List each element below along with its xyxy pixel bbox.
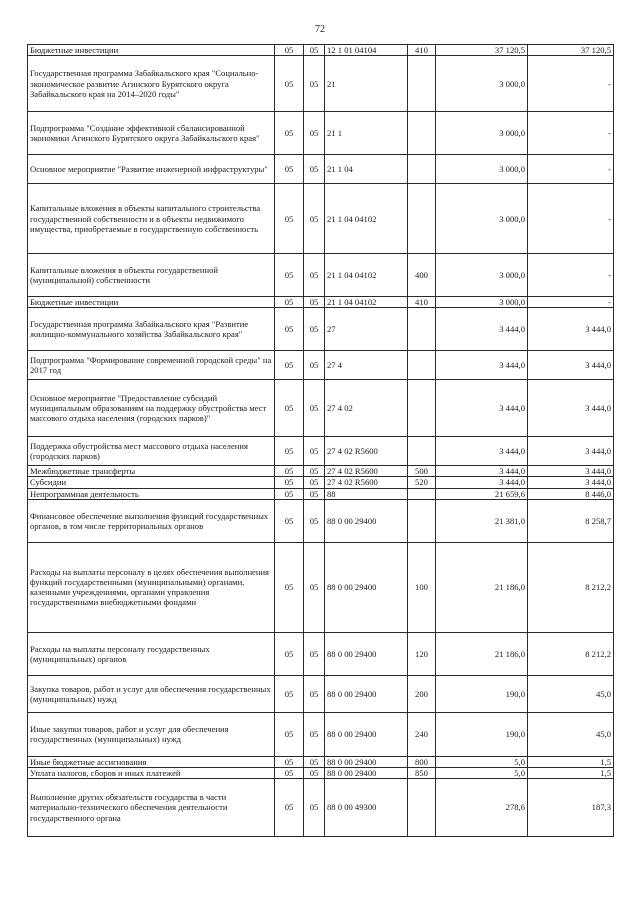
row-expense-type-cell	[408, 488, 436, 499]
row-expense-type-cell: 410	[408, 297, 436, 308]
row-expense-type-cell: 100	[408, 542, 436, 632]
row-amount-1-cell: 21 186,0	[436, 632, 528, 675]
row-amount-1-cell: 3 000,0	[436, 56, 528, 112]
row-amount-2-cell: 8 212,2	[528, 632, 614, 675]
table-row	[28, 756, 614, 767]
row-subsection-cell: 05	[304, 380, 325, 437]
row-subsection-cell: 05	[304, 712, 325, 756]
table-row	[28, 466, 614, 477]
row-name-cell: Поддержка обустройства мест массового отдыха населения (городских парков)	[28, 437, 275, 466]
row-target-article-cell: 21 1 04 04102	[325, 184, 408, 254]
row-target-article-cell: 27 4 02 R5600	[325, 466, 408, 477]
table-row	[28, 56, 614, 112]
row-section-cell: 05	[275, 712, 304, 756]
row-amount-2-cell: -	[528, 184, 614, 254]
row-section-cell: 05	[275, 308, 304, 351]
row-amount-1-cell: 3 000,0	[436, 297, 528, 308]
table-row	[28, 767, 614, 778]
row-amount-2-cell: 3 444,0	[528, 437, 614, 466]
row-target-article-cell: 27 4 02	[325, 380, 408, 437]
row-section-cell: 05	[275, 184, 304, 254]
row-subsection-cell: 05	[304, 466, 325, 477]
row-section-cell: 05	[275, 466, 304, 477]
row-name-cell: Расходы на выплаты персоналу в целях обеспечения выполнения функций государственными (муниципальными) органами, казенными учреждениями, органами управления государственными внебюджетными фондами	[28, 542, 275, 632]
row-expense-type-cell: 800	[408, 756, 436, 767]
row-target-article-cell: 27 4 02 R5600	[325, 437, 408, 466]
table-row	[28, 351, 614, 380]
row-section-cell: 05	[275, 155, 304, 184]
page-number: 72	[315, 24, 325, 35]
table-row	[28, 297, 614, 308]
row-subsection-cell: 05	[304, 437, 325, 466]
row-name-cell: Капитальные вложения в объекты капитального строительства государственной собственности и в объекты недвижимого имущества, приобретаемые в государственную собственность	[28, 184, 275, 254]
row-amount-2-cell: 1,5	[528, 767, 614, 778]
row-expense-type-cell	[408, 499, 436, 542]
row-amount-2-cell: -	[528, 254, 614, 297]
row-target-article-cell: 88 0 00 29400	[325, 675, 408, 712]
row-expense-type-cell: 520	[408, 477, 436, 488]
row-target-article-cell: 88 0 00 49300	[325, 778, 408, 836]
table-row	[28, 499, 614, 542]
row-expense-type-cell	[408, 308, 436, 351]
row-section-cell: 05	[275, 297, 304, 308]
row-section-cell: 05	[275, 254, 304, 297]
row-subsection-cell: 05	[304, 45, 325, 56]
row-section-cell: 05	[275, 542, 304, 632]
row-name-cell: Государственная программа Забайкальского края "Социально-экономическое развитие Агинского Бурятского округа Забайкальского края на 2014–2020 годы"	[28, 56, 275, 112]
row-name-cell: Закупка товаров, работ и услуг для обеспечения государственных (муниципальных) нужд	[28, 675, 275, 712]
row-amount-2-cell: 8 446,0	[528, 488, 614, 499]
row-name-cell: Подпрограмма "Формирование современной городской среды" на 2017 год	[28, 351, 275, 380]
row-subsection-cell: 05	[304, 56, 325, 112]
row-amount-1-cell: 21 659,6	[436, 488, 528, 499]
row-amount-1-cell: 3 000,0	[436, 184, 528, 254]
row-expense-type-cell	[408, 351, 436, 380]
row-amount-1-cell: 3 444,0	[436, 308, 528, 351]
table-row	[28, 778, 614, 836]
row-subsection-cell: 05	[304, 477, 325, 488]
table-row	[28, 254, 614, 297]
row-target-article-cell: 88 0 00 29400	[325, 767, 408, 778]
row-target-article-cell: 27 4	[325, 351, 408, 380]
row-target-article-cell: 88 0 00 29400	[325, 632, 408, 675]
row-amount-2-cell: -	[528, 56, 614, 112]
table-row	[28, 712, 614, 756]
row-target-article-cell: 21	[325, 56, 408, 112]
row-amount-1-cell: 3 000,0	[436, 112, 528, 155]
row-expense-type-cell: 200	[408, 675, 436, 712]
row-section-cell: 05	[275, 675, 304, 712]
row-name-cell: Капитальные вложения в объекты государственной (муниципальной) собственности	[28, 254, 275, 297]
row-subsection-cell: 05	[304, 778, 325, 836]
row-amount-1-cell: 3 444,0	[436, 477, 528, 488]
row-name-cell: Основное мероприятие "Развитие инженерной инфраструктуры"	[28, 155, 275, 184]
row-amount-2-cell: 37 120,5	[528, 45, 614, 56]
row-expense-type-cell: 240	[408, 712, 436, 756]
row-amount-1-cell: 21 186,0	[436, 542, 528, 632]
row-target-article-cell: 27	[325, 308, 408, 351]
budget-table-body	[28, 45, 614, 837]
row-subsection-cell: 05	[304, 254, 325, 297]
row-name-cell: Иные закупки товаров, работ и услуг для обеспечения государственных (муниципальных) нужд	[28, 712, 275, 756]
row-subsection-cell: 05	[304, 632, 325, 675]
row-amount-2-cell: -	[528, 155, 614, 184]
row-amount-2-cell: 45,0	[528, 712, 614, 756]
row-section-cell: 05	[275, 778, 304, 836]
row-target-article-cell: 21 1 04 04102	[325, 297, 408, 308]
row-amount-2-cell: 3 444,0	[528, 308, 614, 351]
table-row	[28, 112, 614, 155]
row-amount-1-cell: 21 381,0	[436, 499, 528, 542]
row-subsection-cell: 05	[304, 184, 325, 254]
row-amount-2-cell: 3 444,0	[528, 477, 614, 488]
row-amount-1-cell: 3 444,0	[436, 437, 528, 466]
row-amount-1-cell: 3 444,0	[436, 466, 528, 477]
row-amount-2-cell: 3 444,0	[528, 466, 614, 477]
row-target-article-cell: 21 1	[325, 112, 408, 155]
row-expense-type-cell	[408, 380, 436, 437]
row-name-cell: Основное мероприятие "Предоставление субсидий муниципальным образованиям на поддержку обустройства мест массового отдыха населения (городских парков)"	[28, 380, 275, 437]
row-target-article-cell: 88 0 00 29400	[325, 499, 408, 542]
row-name-cell: Расходы на выплаты персоналу государственных (муниципальных) органов	[28, 632, 275, 675]
row-section-cell: 05	[275, 756, 304, 767]
row-subsection-cell: 05	[304, 499, 325, 542]
row-amount-1-cell: 5,0	[436, 756, 528, 767]
row-expense-type-cell	[408, 155, 436, 184]
row-target-article-cell: 88 0 00 29400	[325, 542, 408, 632]
row-expense-type-cell: 120	[408, 632, 436, 675]
row-name-cell: Уплата налогов, сборов и иных платежей	[28, 767, 275, 778]
row-expense-type-cell	[408, 437, 436, 466]
row-expense-type-cell	[408, 184, 436, 254]
row-subsection-cell: 05	[304, 112, 325, 155]
row-subsection-cell: 05	[304, 351, 325, 380]
row-name-cell: Государственная программа Забайкальского края "Развитие жилищно-коммунального хозяйства Забайкальского края"	[28, 308, 275, 351]
row-expense-type-cell: 850	[408, 767, 436, 778]
row-amount-2-cell: 1,5	[528, 756, 614, 767]
row-amount-2-cell: 8 212,2	[528, 542, 614, 632]
row-name-cell: Иные бюджетные ассигнования	[28, 756, 275, 767]
row-amount-1-cell: 190,0	[436, 675, 528, 712]
table-row	[28, 184, 614, 254]
row-amount-2-cell: 187,3	[528, 778, 614, 836]
row-name-cell: Бюджетные инвестиции	[28, 45, 275, 56]
row-target-article-cell: 21 1 04 04102	[325, 254, 408, 297]
row-subsection-cell: 05	[304, 297, 325, 308]
row-target-article-cell: 88	[325, 488, 408, 499]
table-row	[28, 477, 614, 488]
row-expense-type-cell: 500	[408, 466, 436, 477]
row-subsection-cell: 05	[304, 155, 325, 184]
row-section-cell: 05	[275, 477, 304, 488]
table-row	[28, 45, 614, 56]
row-section-cell: 05	[275, 112, 304, 155]
row-target-article-cell: 12 1 01 04104	[325, 45, 408, 56]
row-name-cell: Подпрограмма "Создание эффективной сбалансированной экономики Агинского Бурятского округа Забайкальского края"	[28, 112, 275, 155]
row-section-cell: 05	[275, 380, 304, 437]
row-expense-type-cell	[408, 778, 436, 836]
table-row	[28, 632, 614, 675]
row-amount-1-cell: 37 120,5	[436, 45, 528, 56]
row-subsection-cell: 05	[304, 756, 325, 767]
table-row	[28, 675, 614, 712]
row-amount-2-cell: -	[528, 112, 614, 155]
row-name-cell: Бюджетные инвестиции	[28, 297, 275, 308]
row-target-article-cell: 27 4 02 R5600	[325, 477, 408, 488]
row-section-cell: 05	[275, 45, 304, 56]
row-section-cell: 05	[275, 351, 304, 380]
row-expense-type-cell: 400	[408, 254, 436, 297]
row-target-article-cell: 88 0 00 29400	[325, 756, 408, 767]
row-name-cell: Непрограммная деятельность	[28, 488, 275, 499]
row-amount-1-cell: 3 000,0	[436, 254, 528, 297]
table-row	[28, 437, 614, 466]
row-name-cell: Выполнение других обязательств государства в части материально-технического обеспечения деятельности государственного органа	[28, 778, 275, 836]
row-amount-2-cell: 3 444,0	[528, 351, 614, 380]
table-row	[28, 488, 614, 499]
row-amount-1-cell: 3 444,0	[436, 380, 528, 437]
table-row	[28, 380, 614, 437]
row-amount-2-cell: -	[528, 297, 614, 308]
row-amount-1-cell: 190,0	[436, 712, 528, 756]
row-section-cell: 05	[275, 437, 304, 466]
row-section-cell: 05	[275, 767, 304, 778]
row-section-cell: 05	[275, 56, 304, 112]
row-expense-type-cell: 410	[408, 45, 436, 56]
table-row	[28, 542, 614, 632]
row-section-cell: 05	[275, 632, 304, 675]
row-amount-2-cell: 3 444,0	[528, 380, 614, 437]
row-name-cell: Межбюджетные трансферты	[28, 466, 275, 477]
row-expense-type-cell	[408, 112, 436, 155]
row-subsection-cell: 05	[304, 542, 325, 632]
row-name-cell: Субсидии	[28, 477, 275, 488]
row-target-article-cell: 88 0 00 29400	[325, 712, 408, 756]
row-name-cell: Финансовое обеспечение выполнения функций государственных органов, в том числе территориальных органов	[28, 499, 275, 542]
row-amount-1-cell: 278,6	[436, 778, 528, 836]
row-subsection-cell: 05	[304, 675, 325, 712]
row-amount-1-cell: 5,0	[436, 767, 528, 778]
row-amount-1-cell: 3 000,0	[436, 155, 528, 184]
row-amount-2-cell: 45,0	[528, 675, 614, 712]
table-row	[28, 155, 614, 184]
row-amount-1-cell: 3 444,0	[436, 351, 528, 380]
row-subsection-cell: 05	[304, 488, 325, 499]
row-subsection-cell: 05	[304, 767, 325, 778]
table-row	[28, 308, 614, 351]
row-amount-2-cell: 8 258,7	[528, 499, 614, 542]
row-subsection-cell: 05	[304, 308, 325, 351]
budget-table	[27, 44, 614, 837]
row-expense-type-cell	[408, 56, 436, 112]
row-section-cell: 05	[275, 499, 304, 542]
row-section-cell: 05	[275, 488, 304, 499]
row-target-article-cell: 21 1 04	[325, 155, 408, 184]
